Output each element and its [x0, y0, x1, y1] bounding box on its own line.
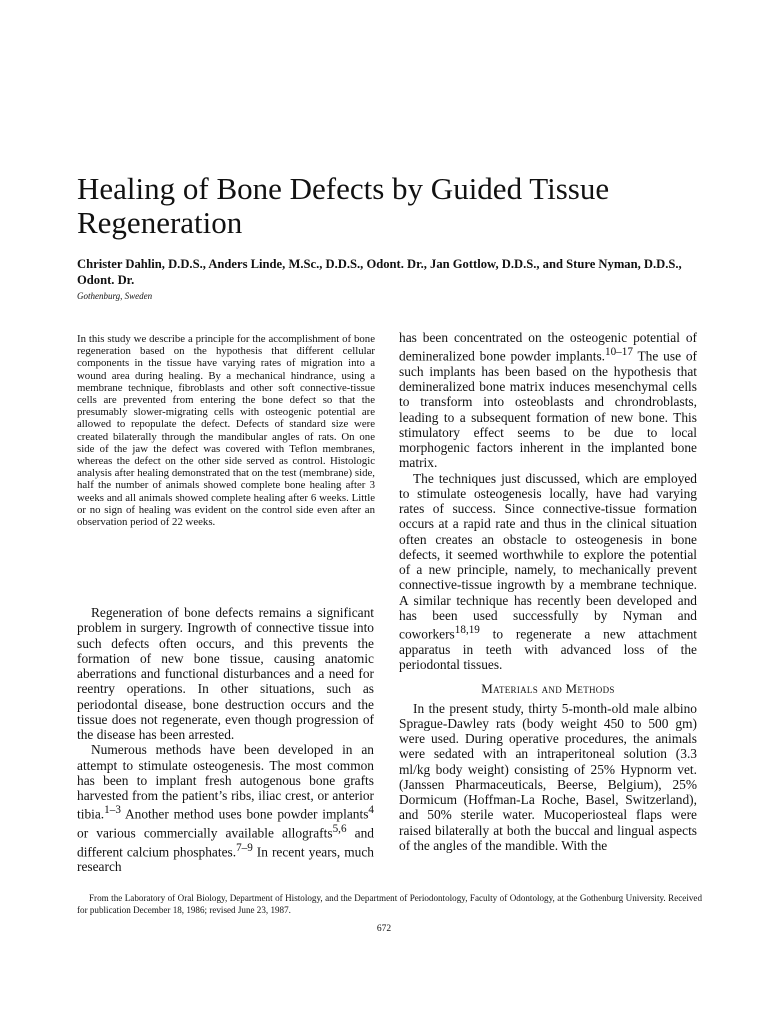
footnote: From the Laboratory of Oral Biology, Department of Histology, and the Department of Periodontology, Faculty of Odontology, at the Gothenburg University. Received for publication December 18, 1986; revised June 23, 1987.: [77, 893, 702, 915]
citation-ref: 4: [368, 804, 374, 817]
section-heading: Materials and Methods: [481, 681, 615, 697]
body-paragraph: Numerous methods have been developed in an attempt to stimulate osteogenesis. The most common has been to implant fresh autogenous bone grafts harvested from the patient’s ribs, iliac crest, or anterior tibia.$^{1-3}$ Another method uses bone powder implants$^4$ or various commercially available allografts$^{5,6}$ and different calcium phosphates.$^{7-9}$ In recent years, much research: [77, 742, 374, 875]
citation-ref: 18,19: [454, 624, 480, 637]
body-paragraph: Regeneration of bone defects remains a significant problem in surgery. Ingrowth of connective tissue into such defects often occurs, and this prevents the formation of new bone tissue, causing anatomic aberrations and functional disturbances and a need for reentry operations. In other situations, such as periodontal disease, bone destruction occurs and the tissue does not regenerate, even though progression of the disease has been arrested.: [77, 605, 374, 742]
citation-ref: 5,6: [332, 822, 347, 835]
body-column-right: [399, 330, 697, 853]
abstract: In this study we describe a principle for the accomplishment of bone regeneration based on the hypothesis that different cellular components in the tissue have varying rates of migration into a wound area during healing. By a mechanical hindrance, using a membrane technique, fibroblasts and other soft connective-tissue cells are prevented from entering the bone defect so that the presumably slower-migrating cells with osteogenic potential are allowed to repopulate the defect. Defects of standard size were created bilaterally through the mandibular angles of rats. On one side of the jaw the defect was covered with Teflon membranes, whereas the defect on the other side served as control. Histologic analysis after healing demonstrated that on the test (membrane) side, half the number of animals showed complete bone healing after 3 weeks and all animals showed complete healing after 6 weeks. Little or no sign of healing was evident on the control side even after an observation period of 22 weeks.: [77, 333, 375, 529]
author-list: Christer Dahlin, D.D.S., Anders Linde, M.Sc., D.D.S., Odont. Dr., Jan Gottlow, D.D.S., and Sture Nyman, D.D.S., Odont. Dr.: [77, 257, 682, 287]
page-number: 672: [376, 924, 392, 934]
citation-ref: 1–3: [104, 804, 121, 817]
body-paragraph: The techniques just discussed, which are employed to stimulate osteogenesis locally, have had varying rates of success. Since connective-tissue formation occurs at a rapid rate and thus in the clinical situation often creates an obstacle to osteogenesis in bone defects, it seemed worthwhile to explore the potential of a new principle, namely, to mechanically prevent connective-tissue ingrowth by a membrane technique. A similar technique has recently been developed and has been used successfully by Nyman and coworkers$^{18,19}$ to regenerate a new attachment apparatus in teeth with advanced loss of the periodontal tissues.: [399, 470, 697, 673]
citation-ref: 10–17: [605, 346, 633, 359]
article-title: Healing of Bone Defects by Guided Tissue Regeneration: [77, 171, 610, 240]
affiliation: Gothenburg, Sweden: [77, 291, 153, 301]
body-paragraph: has been concentrated on the osteogenic potential of demineralized bone powder implants.$^{10-17}$ The use of such implants has been based on the hypothesis that demineralized bone matrix induces mesenchymal cells to transform into osteoblasts and chrondroblasts, leading to a subsequent formation of new bone. This stimulatory effect seems to be due to local morphogenic factors inherent in the implanted bone matrix.: [399, 330, 697, 471]
body-column-left: [77, 605, 374, 875]
body-paragraph: In the present study, thirty 5-month-old male albino Sprague-Dawley rats (body weight 450 to 500 gm) were used. During operative procedures, the animals were sedated with an intraperitoneal solution (3.3 ml/kg body weight) consisting of 25% Hypnorm vet. (Janssen Pharmaceuticals, Beerse, Belgium), 25% Dormicum (Hoffman-La Roche, Basel, Switzerland), and 50% sterile water. Mucoperiosteal flaps were raised bilaterally at both the buccal and lingual aspects of the angles of the mandible. With the: [399, 700, 697, 853]
citation-ref: 7–9: [236, 841, 253, 854]
